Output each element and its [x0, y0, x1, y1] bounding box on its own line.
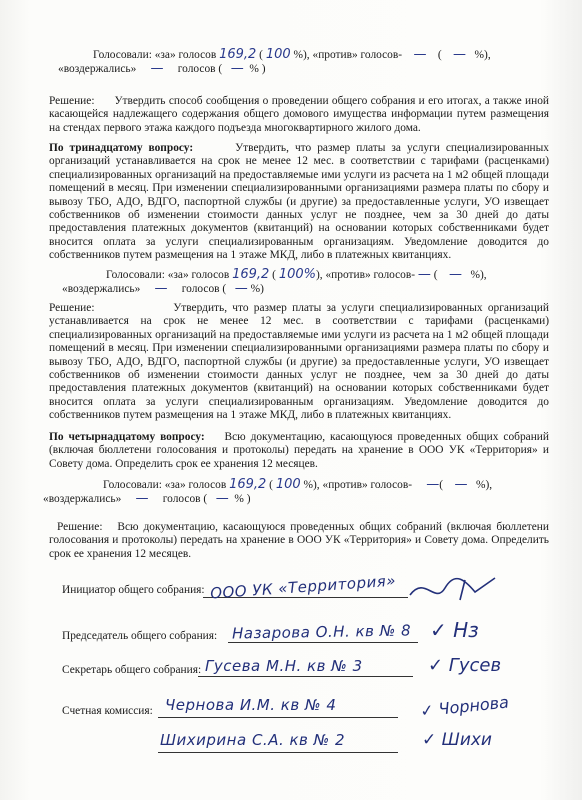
decision-2: [49, 302, 549, 423]
commission-signature-1: ✓ Чорнова: [419, 692, 510, 721]
initiator-label: Инициатор общего собрания:: [62, 584, 205, 596]
commission-handwritten-2: Шихирина С.А. кв № 2: [160, 731, 346, 749]
decision-text: Утвердить, что размер платы за услуги специализированных организаций устанавливается на срок не менее 12 мес. в соответствии с тарифами (расценками) специализированных организаций на предоставляемые ими услуги из расчета на 1 м2 общей площади помещений в месяц. При изменении специализированными организациями размера платы по сбору и вывозу ТБО, АДО, ВДГО, паспортной службы (и другие) за предоставленные услуги, УО извещает собственников об изменении стоимости данных услуг не позднее, чем за 30 дней до даты предоставления платежных документов (квитанций) на основании которых собственниками будет вносится оплата за услуги специализированным организациям. Уведомление доводится до собственников путем размещения на 1 этаже МКД, либо в платежных квитанциях.: [49, 302, 549, 422]
abstain-end: %): [250, 283, 264, 296]
initiator-handwritten: ООО УК «Территория»: [209, 571, 397, 603]
abstain-label: «воздержались»: [58, 63, 137, 76]
decision-label: Решение:: [49, 95, 95, 107]
vote-against-label: %), «против» голосов-: [303, 479, 413, 491]
question-13: [49, 142, 549, 263]
vote-block-3: Голосовали: «за» голосов 169,2 ( 100 %), «против» голосов- —( — %), «воздержались» — голосов ( — % ): [43, 477, 493, 507]
vote-against-count: —: [413, 47, 427, 62]
vote-against-count: —: [417, 267, 431, 282]
commission-line-1: [158, 717, 398, 718]
abstain-percent: —: [215, 491, 229, 507]
vote-against-percent: —: [454, 477, 468, 492]
abstain-golosov: голосов (: [162, 493, 208, 506]
abstain-golosov: голосов (: [177, 63, 223, 76]
abstain-end: % ): [249, 63, 266, 76]
initiator-signature-icon: [405, 570, 500, 610]
secretary-label: Секретарь общего собрания:: [62, 664, 202, 676]
vote-against-label: ), «против» голосов-: [316, 269, 416, 281]
chair-line: [228, 642, 418, 643]
vote-against-count: —: [426, 477, 440, 492]
abstain-percent: —: [234, 281, 248, 297]
decision-label: Решение:: [49, 302, 95, 314]
commission-line-2: [158, 752, 398, 753]
decision-3: [49, 521, 549, 561]
vote-label: Голосовали: «за» голосов: [93, 49, 217, 61]
abstain-end: % ): [234, 493, 251, 506]
chair-handwritten: Назарова О.Н. кв № 8: [231, 621, 412, 643]
vote-for-percent: 100: [265, 47, 291, 62]
question-text: Утвердить, что размер платы за услуги специализированных организаций устанавливается на срок не менее 12 мес. в соответствии с тарифами (расценками) специализированных организаций на предоставляемые ими услуги из расчета на 1 м2 общей площади помещений в месяц. При изменении специализированными организациями размера платы по сбору и вывозу ТБО, АДО, ВДГО, паспортной службы (и другие) за предоставленные услуги, УО извещает собственников об изменении стоимости данных услуг не позднее, чем за 30 дней до даты предоставления платежных документов (квитанций) на основании которых собственниками будет вносится оплата за услуги специализированным организациям. Уведомление доводится до собственников путем размещения на 1 этаже МКД, либо в платежных квитанциях.: [49, 142, 549, 262]
question-label: По тринадцатому вопросу:: [49, 142, 194, 154]
decision-text: Всю документацию, касающуюся проведенных общих собраний (включая бюллетени голосования и протоколы) передать на хранение в ООО УК «Территория» и Совету дома. Определить срок ее хранения 12 месяцев.: [49, 521, 549, 560]
abstain-count: —: [154, 281, 168, 297]
vote-for-percent: 100: [275, 477, 301, 492]
question-14: [49, 431, 549, 471]
question-text: Всю документацию, касающуюся проведенных общих собраний (включая бюллетени голосования и протоколы) передать на хранение в ООО УК «Территория» и Совету дома. Определить срок ее хранения 12 месяцев.: [49, 431, 549, 470]
decision-label: Решение:: [57, 521, 103, 533]
abstain-label: «воздержались»: [62, 283, 141, 296]
secretary-line: [198, 676, 413, 677]
abstain-count: —: [135, 491, 149, 507]
secretary-signature: ✓ Гусев: [428, 655, 502, 676]
question-label: По четырнадцатому вопросу:: [49, 431, 205, 443]
abstain-golosov: голосов (: [181, 283, 227, 296]
chair-signature: ✓ Нз: [430, 618, 479, 642]
decision-1: [49, 95, 549, 135]
vote-label: Голосовали: «за» голосов: [103, 479, 227, 491]
secretary-handwritten: Гусева М.Н. кв № 3: [205, 657, 363, 675]
vote-for-percent: 100%: [278, 267, 316, 282]
commission-label: Счетная комиссия:: [62, 705, 153, 717]
vote-block-2: Голосовали: «за» голосов 169,2 ( 100%), «против» голосов- — ( — %), «воздержались» — голосов ( — %): [62, 267, 487, 297]
vote-for-count: 169,2: [232, 267, 270, 282]
commission-handwritten-1: Чернова И.М. кв № 4: [165, 696, 337, 714]
abstain-count: —: [150, 61, 164, 77]
abstain-percent: —: [230, 61, 244, 77]
abstain-label: «воздержались»: [43, 493, 122, 506]
commission-signature-2: ✓ Шихи: [422, 730, 492, 750]
vote-for-count: 169,2: [219, 47, 257, 62]
decision-text: Утвердить способ сообщения о проведении общего собрания и его итогах, а также иной касающейся надлежащего содержания общего домового имущества информации путем размещения на стендах первого этажа каждого подъезда многоквартирного жилого дома.: [49, 95, 549, 134]
vote-label: Голосовали: «за» голосов: [106, 269, 230, 281]
vote-against-label: %), «против» голосов-: [293, 49, 403, 61]
chair-label: Председатель общего собрания:: [62, 630, 218, 642]
vote-against-percent: —: [453, 47, 467, 62]
vote-for-count: 169,2: [229, 477, 267, 492]
vote-against-percent: —: [448, 267, 462, 282]
vote-block-1: Голосовали: «за» голосов 169,2 ( 100 %), «против» голосов- — ( — %), «воздержались» — голосов ( — % ): [58, 47, 491, 77]
